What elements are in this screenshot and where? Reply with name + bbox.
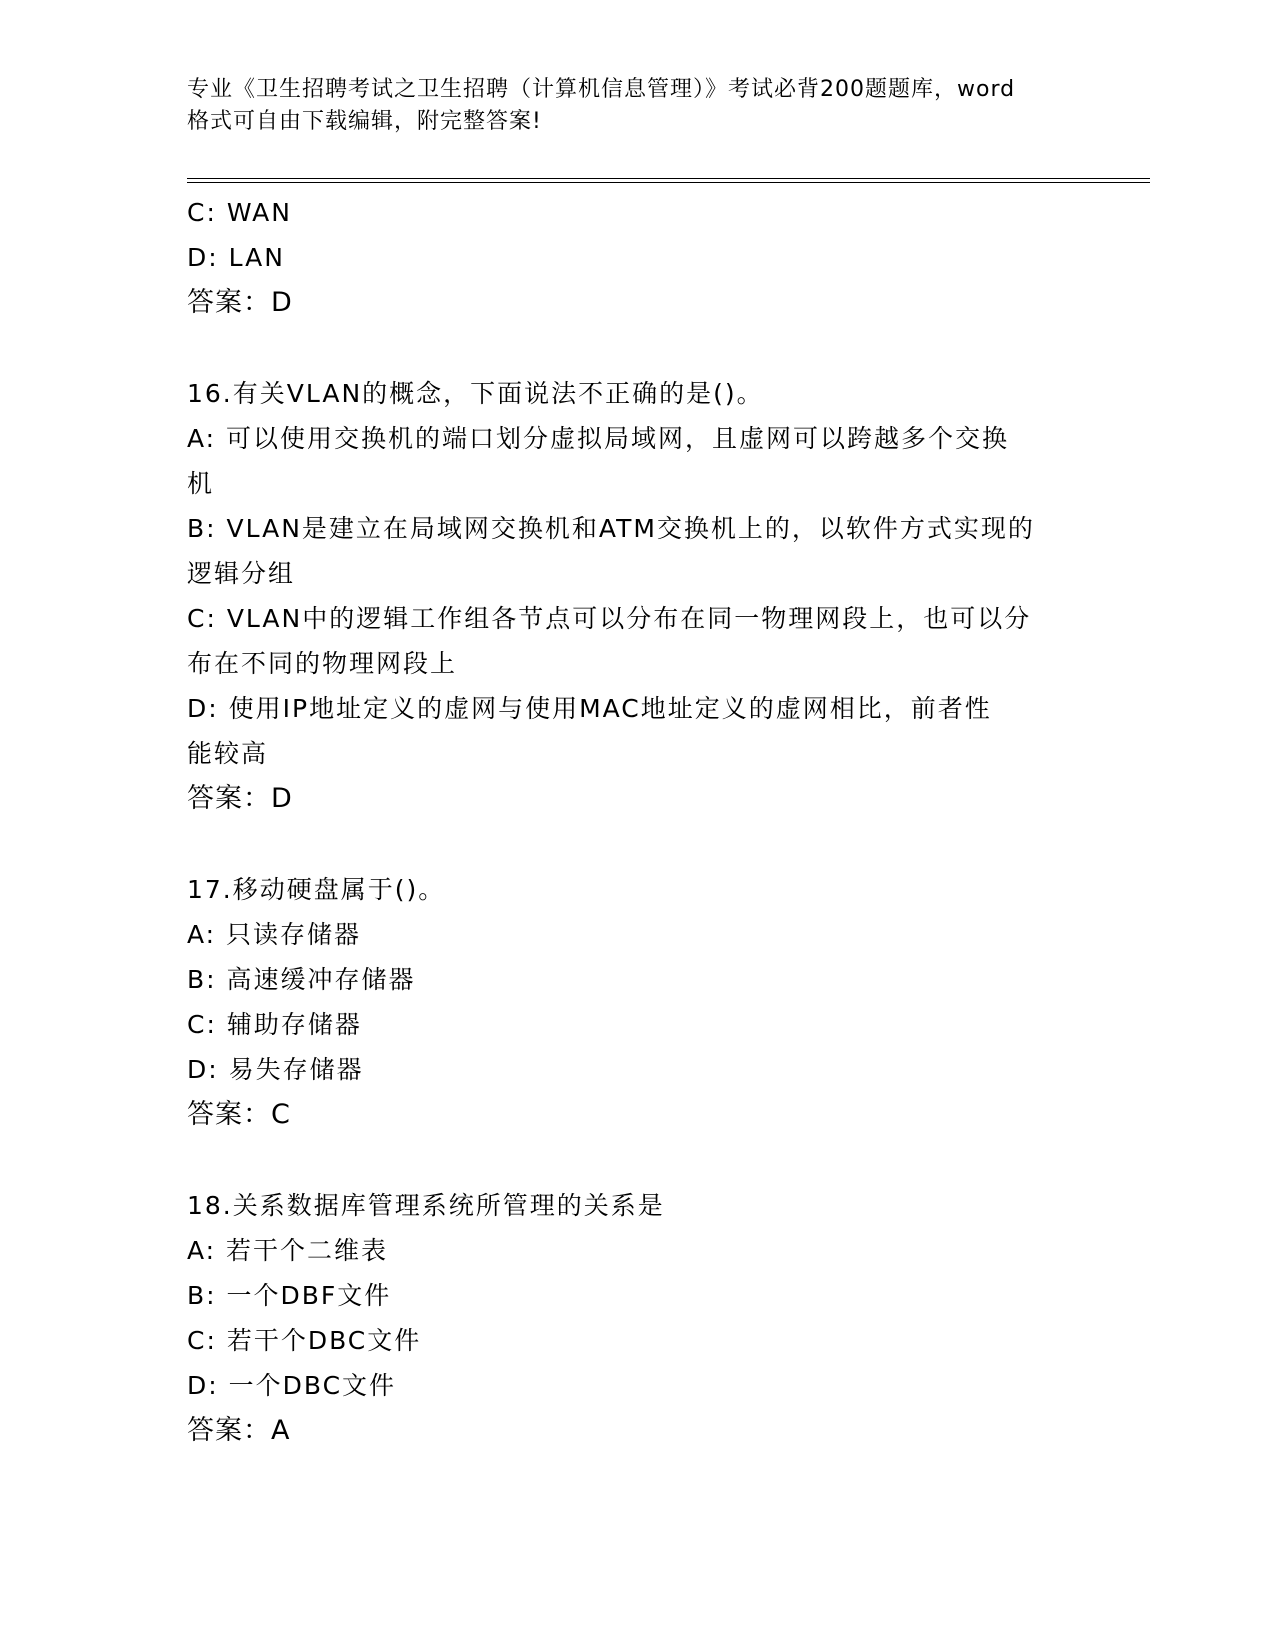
spacer — [187, 325, 1087, 371]
option-c: C: 辅助存储器 — [187, 1010, 362, 1039]
option-a-continued: 机 — [187, 469, 215, 498]
option-a: A: 若干个二维表 — [187, 1236, 389, 1265]
option-c-continued: 布在不同的物理网段上 — [187, 649, 458, 678]
question-block-16 — [187, 371, 1087, 821]
option-b: B: 一个DBF文件 — [187, 1281, 392, 1310]
answer-line: 答案：A — [187, 1415, 291, 1446]
answer-line: 答案：D — [187, 783, 293, 814]
question-block-15 — [187, 190, 1087, 325]
option-d: D: LAN — [187, 243, 285, 272]
option-c: C: WAN — [187, 198, 292, 227]
option-a: A: 只读存储器 — [187, 920, 362, 949]
option-c: C: 若干个DBC文件 — [187, 1326, 422, 1355]
option-d-continued: 能较高 — [187, 739, 269, 768]
question-block-17 — [187, 867, 1087, 1137]
option-d: D: 易失存储器 — [187, 1055, 364, 1084]
header-title-line-2: 格式可自由下载编辑，附完整答案! — [187, 109, 542, 134]
answer-line: 答案：C — [187, 1099, 291, 1130]
answer-line: 答案：D — [187, 287, 293, 318]
option-b: B: VLAN是建立在局域网交换机和ATM交换机上的，以软件方式实现的 — [187, 514, 1035, 543]
document-body — [187, 190, 1087, 1453]
question-stem: 16.有关VLAN的概念，下面说法不正确的是()。 — [187, 379, 764, 408]
option-c: C: VLAN中的逻辑工作组各节点可以分布在同一物理网段上，也可以分 — [187, 604, 1032, 633]
option-b: B: 高速缓冲存储器 — [187, 965, 416, 994]
option-a: A: 可以使用交换机的端口划分虚拟局域网，且虚网可以跨越多个交换 — [187, 424, 1010, 453]
spacer — [187, 821, 1087, 867]
question-block-18 — [187, 1183, 1087, 1453]
question-stem: 18.关系数据库管理系统所管理的关系是 — [187, 1191, 665, 1220]
header-rule-bottom — [187, 182, 1150, 183]
question-stem: 17.移动硬盘属于()。 — [187, 875, 446, 904]
option-b-continued: 逻辑分组 — [187, 559, 296, 588]
header-title-line-1: 专业《卫生招聘考试之卫生招聘（计算机信息管理）》考试必背200题题库，word — [187, 77, 1016, 102]
option-d: D: 一个DBC文件 — [187, 1371, 397, 1400]
header-rule-top — [187, 178, 1150, 179]
page-header — [187, 74, 1087, 138]
spacer — [187, 1137, 1087, 1183]
option-d: D: 使用IP地址定义的虚网与使用MAC地址定义的虚网相比，前者性 — [187, 694, 992, 723]
